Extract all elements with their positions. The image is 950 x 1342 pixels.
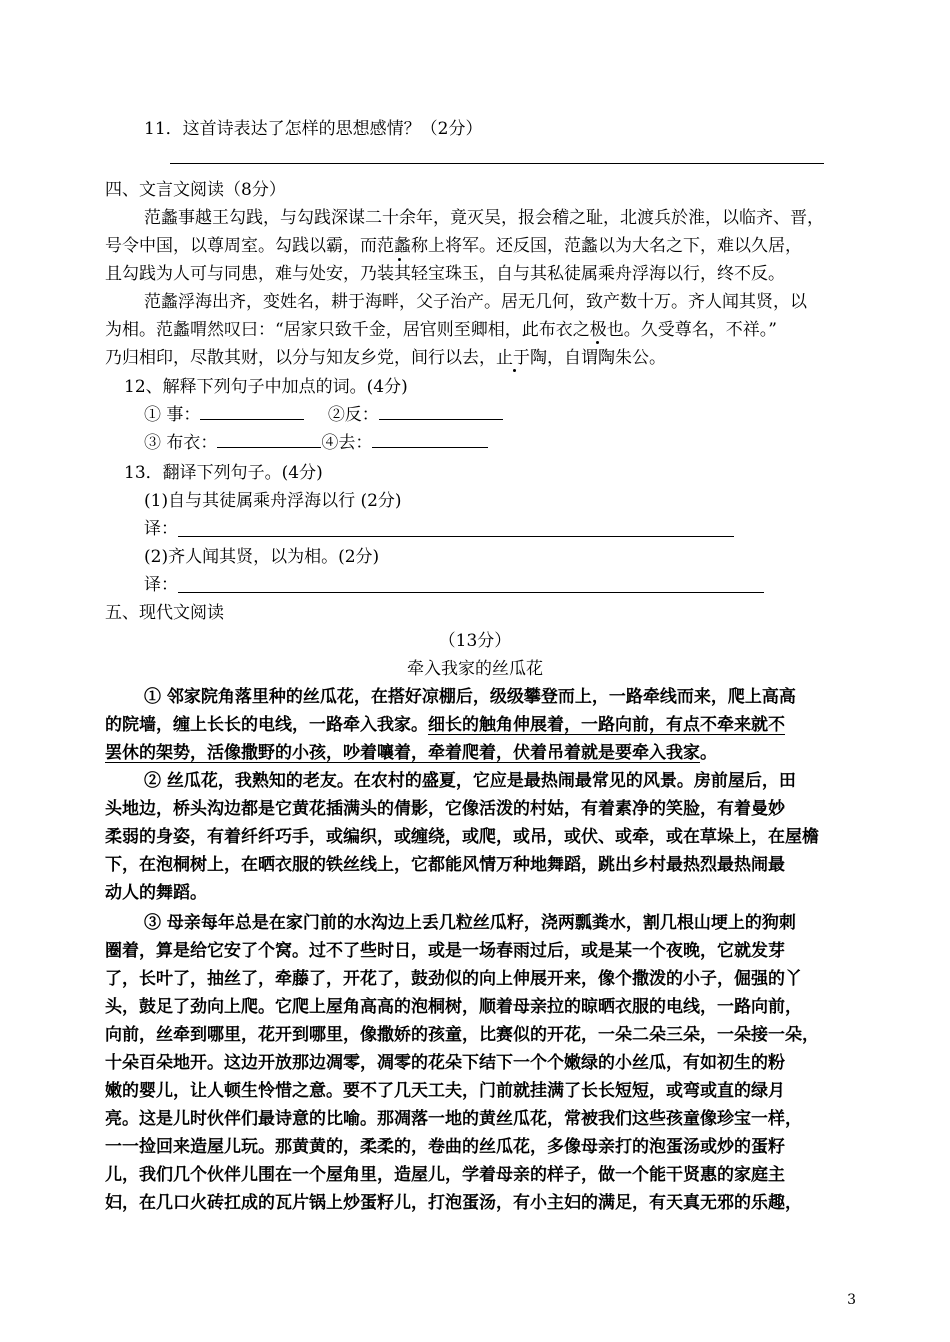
question-12: 12、解释下列句子中加点的词。(4分) — [124, 377, 408, 397]
emphasis-dot — [513, 369, 516, 372]
sentence-2: (2)齐人闻其贤，以为相。(2分) — [144, 547, 380, 567]
page-number: 3 — [847, 1292, 856, 1308]
question-11: 11．这首诗表达了怎样的思想感情？（2分） — [144, 119, 483, 139]
article-line: 下，在泡桐树上，在晒衣服的铁丝线上，它都能风情万种地舞蹈，跳出乡村最热烈最热闹最 — [105, 855, 785, 875]
underlined-sentence: 细长的触角伸展着，一路向前，有点不牵来就不 — [428, 715, 785, 735]
article-line: 妇，在几口火砖扛成的瓦片锅上炒蛋籽儿，打泡蛋汤，有小主妇的满足，有天真无邪的乐趣， — [105, 1193, 802, 1213]
translation-2-label: 译： — [144, 575, 178, 595]
article-line: 圈着，算是给它安了个窝。过不了些时日，或是一场春雨过后，或是某一个夜晚，它就发芽 — [105, 941, 785, 961]
classical-text-line: 为相。范蠡喟然叹曰：“居家只致千金，居官则至卿相，此布衣之极也。久受尊名，不祥。” — [105, 320, 777, 340]
article-line: 十朵百朵地开。这边开放那边凋零，凋零的花朵下结下一个个嫩绿的小丝瓜，有如初生的粉 — [105, 1053, 785, 1073]
section-5-score: （13分） — [438, 631, 512, 651]
classical-text-line: 且勾践为人可与同患，难与处安，乃装其轻宝珠玉，自与其私徒属乘舟浮海以行，终不反。 — [105, 264, 785, 284]
answer-line-11 — [170, 163, 824, 164]
question-13: 13．翻译下列句子。(4分) — [124, 463, 323, 483]
item-1-label: ① 事： — [144, 405, 201, 425]
underlined-sentence: 罢休的架势，活像撒野的小孩，吵着嚷着，牵着爬着，伏着吊着就是要牵入我家 — [105, 743, 700, 763]
section-4-heading: 四、文言文阅读（8分） — [105, 180, 286, 200]
article-line: 向前，丝牵到哪里，花开到哪里，像撒娇的孩童，比赛似的开花，一朵二朵三朵，一朵接一朵， — [105, 1025, 819, 1045]
article-line: 嫩的婴儿，让人顿生怜惜之意。要不了几天工夫，门前就挂满了长长短短，或弯或直的绿月 — [105, 1081, 785, 1101]
question-12-items — [144, 401, 503, 429]
article-line: ③ 母亲每年总是在家门前的水沟边上丢几粒丝瓜籽，浇两瓢粪水，割几根山埂上的狗刺 — [144, 913, 796, 933]
translation-line-1[interactable] — [178, 536, 734, 537]
article-line: 了，长叶了，抽丝了，牵藤了，开花了，鼓劲似的向上伸展开来，像个撒泼的小子，倔强的丫 — [105, 969, 802, 989]
article-line: 动人的舞蹈。 — [105, 883, 207, 903]
translation-line-2[interactable] — [178, 592, 764, 593]
article-line: 一一捡回来造屋儿玩。那黄黄的，柔柔的，卷曲的丝瓜花，多像母亲打的泡蛋汤或炒的蛋籽 — [105, 1137, 785, 1157]
translation-1-label: 译： — [144, 519, 178, 539]
question-12-items — [144, 429, 488, 457]
classical-text-line: 范蠡事越王勾践，与勾践深谋二十余年，竟灭吴，报会稽之耻，北渡兵於淮，以临齐、晋， — [144, 208, 824, 228]
answer-blank-3[interactable] — [217, 429, 321, 448]
article-line: 亮。这是儿时伙伴们最诗意的比喻。那凋落一地的黄丝瓜花，常被我们这些孩童像珍宝一样， — [105, 1109, 802, 1129]
article-line: 儿，我们几个伙伴儿围在一个屋角里，造屋儿，学着母亲的样子，做一个能干贤惠的家庭主 — [105, 1165, 785, 1185]
item-2-label: ②反： — [327, 405, 379, 425]
emphasis-dot — [398, 258, 401, 261]
article-line: 头地边，桥头沟边都是它黄花插满头的倩影，它像活泼的村姑，有着素净的笑脸，有着曼妙 — [105, 799, 785, 819]
article-line: ① 邻家院角落里种的丝瓜花，在搭好凉棚后，级级攀登而上，一路牵线而来，爬上高高 — [144, 687, 796, 707]
article-line: ② 丝瓜花，我熟知的老友。在农村的盛夏，它应是最热闹最常见的风景。房前屋后，田 — [144, 771, 796, 791]
classical-text-line: 号令中国，以尊周室。勾践以霸，而范蠡称上将军。还反国，范蠡以为大名之下，难以久居， — [105, 236, 802, 256]
emphasis-dot — [596, 341, 599, 344]
article-line: 柔弱的身姿，有着纤纤巧手，或编织，或缠绕，或爬，或吊，或伏、或牵，或在草垛上，在屋檐 — [105, 827, 819, 847]
answer-blank-1[interactable] — [200, 401, 304, 420]
item-3-label: ③ 布衣： — [144, 433, 218, 453]
answer-blank-2[interactable] — [379, 401, 503, 420]
sentence-1: (1)自与其徒属乘舟浮海以行 (2分) — [144, 491, 402, 511]
item-4-label: ④去： — [321, 433, 373, 453]
classical-text-line: 范蠡浮海出齐，变姓名，耕于海畔，父子治产。居无几何，致产数十万。齐人闻其贤，以 — [144, 292, 807, 312]
article-line: 的院墙，缠上长长的电线，一路牵入我家。细长的触角伸展着，一路向前，有点不牵来就不 — [105, 715, 785, 735]
article-line: 头，鼓足了劲向上爬。它爬上屋角高高的泡桐树，顺着母亲拉的晾晒衣服的电线，一路向前， — [105, 997, 802, 1017]
article-title: 牵入我家的丝瓜花 — [407, 659, 543, 679]
answer-blank-4[interactable] — [372, 429, 488, 448]
section-5-heading: 五、现代文阅读 — [105, 603, 224, 623]
classical-text-line: 乃归相印，尽散其财，以分与知友乡党，间行以去，止于陶，自谓陶朱公。 — [105, 348, 666, 368]
article-line: 罢休的架势，活像撒野的小孩，吵着嚷着，牵着爬着，伏着吊着就是要牵入我家。 — [105, 743, 717, 763]
